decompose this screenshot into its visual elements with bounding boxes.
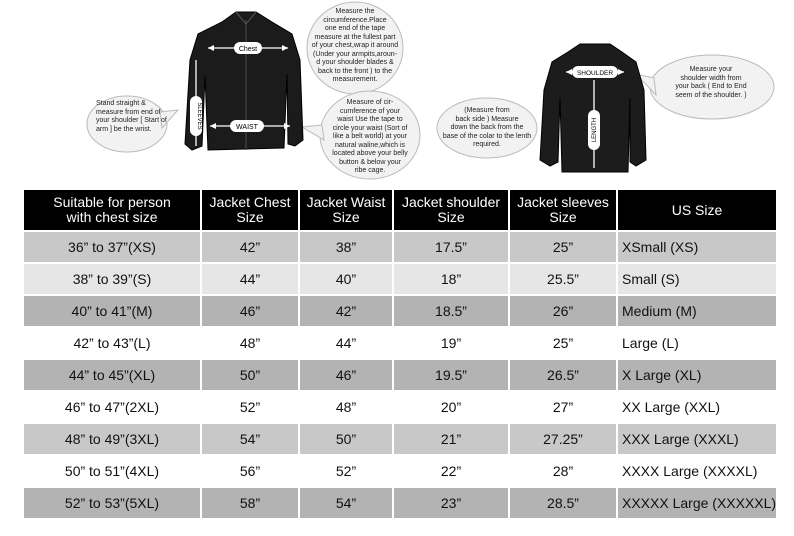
- table-row: [24, 328, 776, 358]
- cell-us-size: XXX Large (XXXL): [618, 424, 776, 454]
- cell-jacket-chest: 44”: [202, 264, 298, 294]
- cell-chest-range: 38” to 39”(S): [24, 264, 200, 294]
- shoulder-label: SHOULDER: [576, 70, 614, 77]
- length-label: LENGTH: [592, 117, 598, 143]
- cell-chest-range: 50” to 51”(4XL): [24, 456, 200, 486]
- cell-jacket-waist: 46”: [300, 360, 392, 390]
- sleeves-label: SLEEVES: [196, 102, 202, 130]
- header-jacket-sleeves: Jacket sleeves Size: [510, 190, 616, 230]
- cell-jacket-shoulder: 17.5”: [394, 232, 508, 262]
- header-jacket-waist: Jacket Waist Size: [300, 190, 392, 230]
- cell-jacket-waist: 40”: [300, 264, 392, 294]
- cell-jacket-chest: 48”: [202, 328, 298, 358]
- cell-jacket-chest: 50”: [202, 360, 298, 390]
- cell-jacket-chest: 58”: [202, 488, 298, 518]
- cell-jacket-chest: 46”: [202, 296, 298, 326]
- cell-jacket-waist: 50”: [300, 424, 392, 454]
- table-row: [24, 360, 776, 390]
- table-row: [24, 264, 776, 294]
- cell-jacket-sleeves: 28”: [510, 456, 616, 486]
- cell-us-size: XSmall (XS): [618, 232, 776, 262]
- cell-jacket-chest: 52”: [202, 392, 298, 422]
- table-row: [24, 488, 776, 518]
- cell-jacket-sleeves: 25”: [510, 232, 616, 262]
- cell-chest-range: 48” to 49”(3XL): [24, 424, 200, 454]
- sleeves-note: Stand straight & measure from end of your shoulder [ Start of arm ] be the wrist.: [96, 100, 167, 133]
- waist-label: WAIST: [236, 124, 258, 131]
- cell-jacket-waist: 44”: [300, 328, 392, 358]
- table-row: [24, 296, 776, 326]
- cell-jacket-waist: 38”: [300, 232, 392, 262]
- cell-jacket-sleeves: 28.5”: [510, 488, 616, 518]
- cell-jacket-shoulder: 23”: [394, 488, 508, 518]
- header-chest-range: Suitable for person with chest size: [24, 190, 200, 230]
- cell-jacket-waist: 52”: [300, 456, 392, 486]
- cell-us-size: XXXXX Large (XXXXXL): [618, 488, 776, 518]
- cell-us-size: Large (L): [618, 328, 776, 358]
- front-jacket-image: [185, 12, 303, 150]
- chest-note: Measure the circumference.Place one end of the tape measure at the fullest part of your chest,wrap it around (Under your armpits,aroun- d your shoulder blades & back to the front ) to the measurement.: [311, 8, 399, 83]
- cell-jacket-shoulder: 18”: [394, 264, 508, 294]
- cell-us-size: XX Large (XXL): [618, 392, 776, 422]
- table-row: [24, 392, 776, 422]
- cell-jacket-sleeves: 27”: [510, 392, 616, 422]
- cell-jacket-chest: 54”: [202, 424, 298, 454]
- cell-jacket-shoulder: 18.5”: [394, 296, 508, 326]
- waist-note: Measure of cir- cumference of your waist Use the tape to circle your waist (Sort of like a belt world) at your natural waline,which is located above your belly button & below your ribe cage.: [332, 99, 408, 174]
- cell-chest-range: 42” to 43”(L): [24, 328, 200, 358]
- cell-jacket-shoulder: 22”: [394, 456, 508, 486]
- table-header-row: [24, 190, 776, 230]
- cell-chest-range: 46” to 47”(2XL): [24, 392, 200, 422]
- cell-us-size: XXXX Large (XXXXL): [618, 456, 776, 486]
- cell-chest-range: 44” to 45”(XL): [24, 360, 200, 390]
- measurement-illustration: [0, 0, 794, 186]
- cell-jacket-chest: 42”: [202, 232, 298, 262]
- length-note: (Measure from back side ) Measure down the back from the base of the colar to the lenth required.: [442, 107, 532, 148]
- cell-jacket-shoulder: 20”: [394, 392, 508, 422]
- back-jacket-image: [540, 44, 646, 172]
- table-row: [24, 456, 776, 486]
- cell-jacket-sleeves: 25.5”: [510, 264, 616, 294]
- cell-jacket-sleeves: 27.25”: [510, 424, 616, 454]
- cell-chest-range: 52” to 53”(5XL): [24, 488, 200, 518]
- cell-chest-range: 36” to 37”(XS): [24, 232, 200, 262]
- cell-jacket-waist: 48”: [300, 392, 392, 422]
- cell-jacket-shoulder: 19”: [394, 328, 508, 358]
- cell-jacket-waist: 54”: [300, 488, 392, 518]
- cell-us-size: Small (S): [618, 264, 776, 294]
- header-jacket-chest: Jacket Chest Size: [202, 190, 298, 230]
- table-row: [24, 424, 776, 454]
- cell-jacket-chest: 56”: [202, 456, 298, 486]
- header-us-size: US Size: [618, 190, 776, 230]
- cell-jacket-sleeves: 26.5”: [510, 360, 616, 390]
- cell-jacket-shoulder: 19.5”: [394, 360, 508, 390]
- cell-jacket-shoulder: 21”: [394, 424, 508, 454]
- size-chart-table: [22, 188, 778, 520]
- cell-us-size: X Large (XL): [618, 360, 776, 390]
- shoulder-note: Measure your shoulder width from your back ( End to End seem of the shoulder. ): [675, 66, 747, 99]
- header-jacket-shoulder: Jacket shoulder Size: [394, 190, 508, 230]
- cell-chest-range: 40” to 41”(M): [24, 296, 200, 326]
- table-row: [24, 232, 776, 262]
- chest-label: Chest: [238, 46, 258, 53]
- cell-jacket-sleeves: 26”: [510, 296, 616, 326]
- cell-jacket-sleeves: 25”: [510, 328, 616, 358]
- cell-us-size: Medium (M): [618, 296, 776, 326]
- cell-jacket-waist: 42”: [300, 296, 392, 326]
